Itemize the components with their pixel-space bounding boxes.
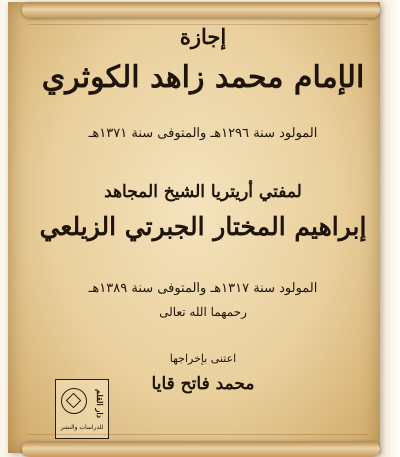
- scroll-top-roll: [22, 2, 380, 18]
- recipient-dates: المولود سنة ١٣١٧هـ والمتوفى سنة ١٣٨٩هـ: [88, 281, 318, 296]
- parchment-scroll: [8, 2, 380, 453]
- cover-heading: إجازة: [179, 24, 227, 49]
- publisher-name: دار القلم: [95, 389, 105, 419]
- divider-line: [28, 434, 368, 435]
- publisher-emblem-icon: [61, 388, 87, 414]
- publisher-subtitle: للدراسات والنشر: [60, 424, 104, 431]
- recipient-name: إبراهيم المختار الجبرتي الزيلعي: [39, 212, 367, 241]
- prayer-line: رحمهما الله تعالى: [159, 305, 247, 319]
- editor-label: اعتنى بإخراجها: [169, 352, 237, 365]
- publisher-logo: [55, 379, 109, 439]
- imam-name: الإمام محمد زاهد الكوثري: [41, 60, 365, 95]
- editor-name: محمد فاتح قايا: [151, 374, 255, 394]
- imam-dates: المولود سنة ١٢٩٦هـ والمتوفى سنة ١٣٧١هـ: [88, 126, 318, 141]
- page-margin: [378, 0, 400, 457]
- recipient-title: لمفتي أريتريا الشيخ المجاهد: [104, 182, 302, 202]
- scroll-bottom-roll: [22, 441, 380, 457]
